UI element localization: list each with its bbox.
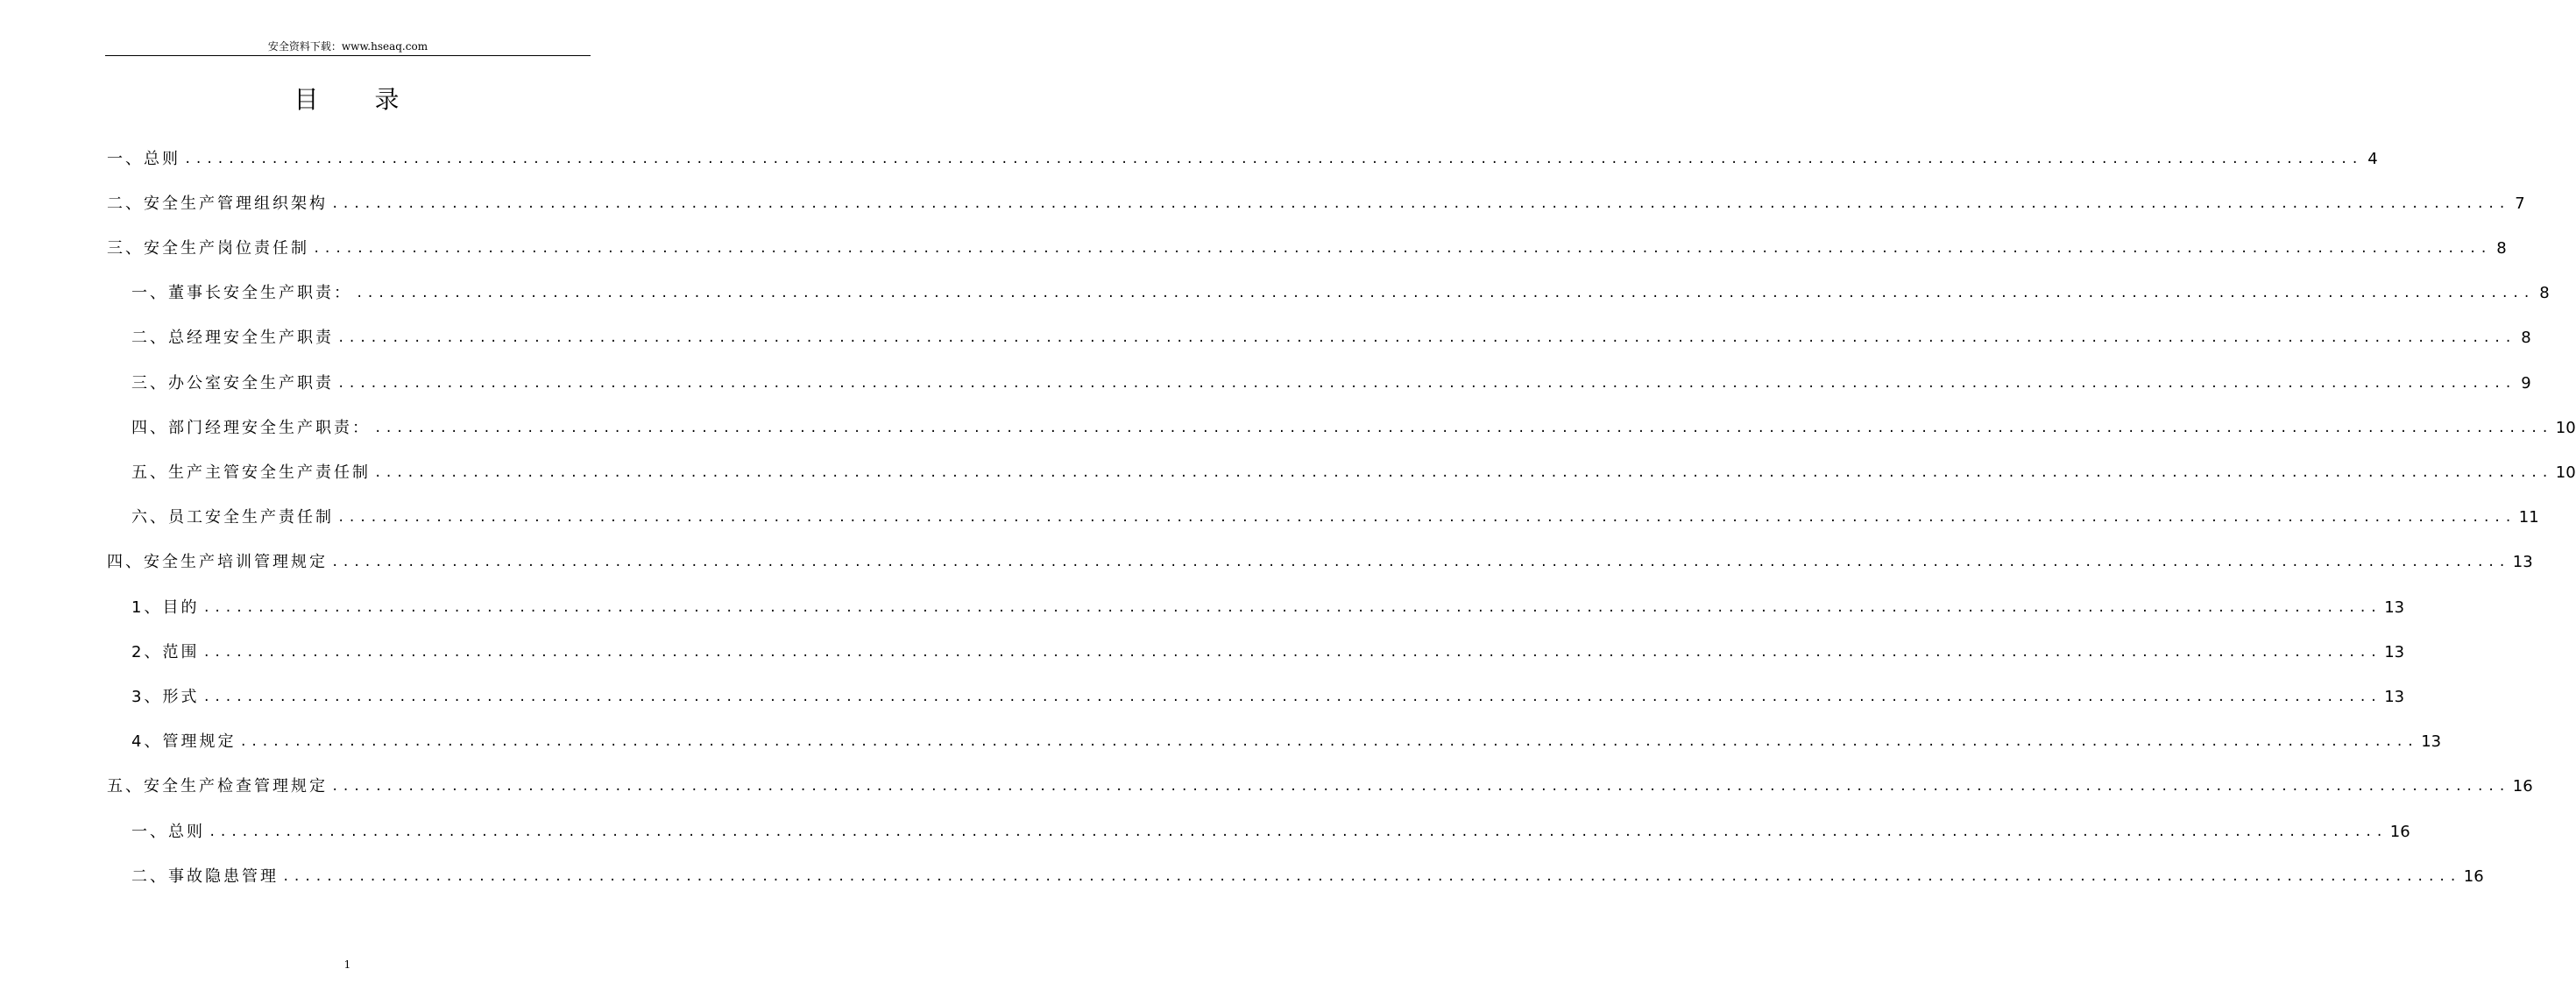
toc-dot-leader: ........................................................................................................................................................................................................	[337, 511, 2516, 526]
toc-entry-label: 四、安全生产培训管理规定	[107, 553, 328, 572]
toc-entry-page-number: 8	[2496, 238, 2507, 258]
toc-entry-page-number: 4	[2367, 149, 2378, 168]
toc-dot-leader: ........................................................................................................................................................................................................	[374, 421, 2552, 435]
toc-entry[interactable]	[107, 765, 2533, 810]
toc-entry-label: 一、总则	[131, 822, 205, 841]
toc-entry-label: 一、总则	[107, 149, 180, 168]
toc-entry-label: 三、安全生产岗位责任制	[107, 238, 309, 258]
toc-entry-page-number: 10	[2555, 418, 2576, 437]
toc-entry[interactable]	[131, 450, 2576, 495]
toc-entry-page-number: 8	[2521, 329, 2531, 348]
toc-dot-leader: ........................................................................................................................................................................................................	[337, 331, 2516, 346]
page-header: 安全资料下载：www.hseaq.com	[267, 40, 428, 53]
toc-dot-leader: ........................................................................................................................................................................................................	[282, 869, 2460, 884]
toc-dot-leader: ........................................................................................................................................................................................................	[313, 241, 2491, 256]
toc-entry-page-number: 13	[2384, 642, 2405, 661]
toc-dot-leader: ........................................................................................................................................................................................................	[184, 152, 2362, 166]
toc-entry[interactable]	[131, 810, 2410, 854]
toc-dot-leader: ........................................................................................................................................................................................................	[331, 196, 2509, 211]
toc-entry[interactable]	[131, 496, 2539, 541]
toc-entry-page-number: 8	[2539, 284, 2550, 303]
toc-entry[interactable]	[107, 541, 2533, 585]
toc-entry[interactable]	[107, 181, 2525, 226]
toc-dot-leader: ........................................................................................................................................................................................................	[239, 735, 2418, 750]
toc-entry[interactable]	[107, 226, 2507, 271]
toc-entry-page-number: 16	[2463, 866, 2484, 886]
toc-title-char-1: 目	[294, 85, 321, 114]
toc-entry-label: 一、董事长安全生产职责：	[131, 284, 352, 303]
toc-entry-page-number: 13	[2384, 598, 2405, 617]
toc-entry-label: 三、办公室安全生产职责	[131, 373, 334, 392]
toc-entry-label: 二、总经理安全生产职责	[131, 329, 334, 348]
toc-entry[interactable]	[131, 316, 2531, 361]
toc-entry[interactable]	[131, 585, 2405, 630]
toc-dot-leader: ........................................................................................................................................................................................................	[202, 645, 2381, 660]
toc-entry-label: 五、生产主管安全生产责任制	[131, 463, 371, 482]
toc-entry-page-number: 10	[2555, 463, 2576, 482]
toc-entry-page-number: 16	[2512, 777, 2533, 796]
toc-entry-label: 2、范围	[131, 642, 200, 661]
toc-entry-page-number: 16	[2389, 822, 2410, 841]
toc-entry[interactable]	[131, 675, 2405, 719]
toc-dot-leader: ........................................................................................................................................................................................................	[331, 555, 2509, 570]
toc-entry[interactable]	[131, 272, 2550, 316]
toc-dot-leader: ........................................................................................................................................................................................................	[202, 600, 2381, 615]
toc-entry-label: 1、目的	[131, 598, 200, 617]
toc-entry-label: 4、管理规定	[131, 732, 237, 752]
toc-dot-leader: ........................................................................................................................................................................................................	[356, 286, 2534, 301]
toc-title-char-2: 录	[374, 85, 401, 114]
toc-entry[interactable]	[131, 720, 2442, 765]
toc-entry-page-number: 9	[2521, 373, 2531, 392]
toc-dot-leader: ........................................................................................................................................................................................................	[337, 376, 2516, 391]
toc-dot-leader: ........................................................................................................................................................................................................	[374, 465, 2552, 480]
toc-entry-label: 二、安全生产管理组织架构	[107, 194, 328, 213]
toc-entry-page-number: 13	[2421, 732, 2442, 752]
toc-entry-page-number: 13	[2512, 553, 2533, 572]
toc-entry[interactable]	[107, 137, 2378, 181]
page-number: 1	[343, 958, 351, 971]
toc-entry-page-number: 7	[2515, 194, 2525, 213]
toc-entry-label: 二、事故隐患管理	[131, 866, 279, 886]
toc-entry[interactable]	[131, 854, 2484, 899]
toc-entry-label: 四、部门经理安全生产职责：	[131, 418, 371, 437]
header-divider	[105, 55, 591, 56]
toc-entry[interactable]	[131, 630, 2405, 675]
toc-entry-label: 3、形式	[131, 687, 200, 706]
toc-entry[interactable]	[131, 361, 2531, 406]
toc-title	[0, 81, 695, 119]
toc-dot-leader: ........................................................................................................................................................................................................	[209, 824, 2387, 839]
toc-entry-label: 六、员工安全生产责任制	[131, 508, 334, 527]
toc-dot-leader: ........................................................................................................................................................................................................	[202, 690, 2381, 704]
toc-entry[interactable]	[131, 406, 2576, 450]
toc-entry-page-number: 13	[2384, 687, 2405, 706]
toc-entry-page-number: 11	[2518, 508, 2539, 527]
toc-dot-leader: ........................................................................................................................................................................................................	[331, 780, 2509, 795]
toc-entry-label: 五、安全生产检查管理规定	[107, 777, 328, 796]
